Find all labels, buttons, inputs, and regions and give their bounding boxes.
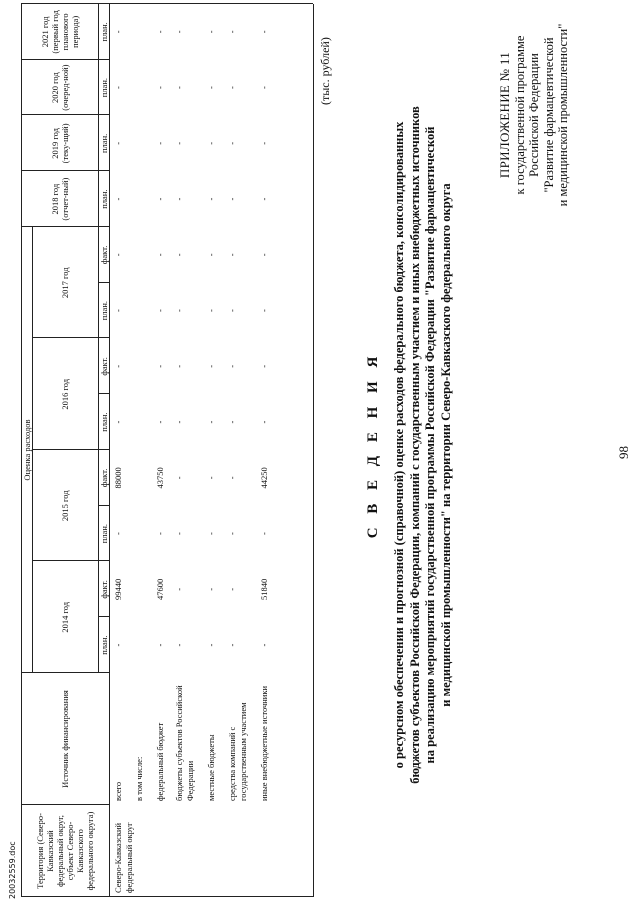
header-year: 2018 год (отчет-ный) [49,177,70,221]
source-cell: местные бюджеты [206,734,216,801]
value-cell: - [227,532,237,536]
value-cell: - [206,532,216,536]
value-cell: - [227,253,237,257]
value-cell: - [227,30,237,34]
value-cell: - [227,309,237,313]
value-cell: - [259,197,269,201]
header-year: 2014 год [60,601,70,633]
value-cell: - [174,30,184,34]
value-cell: - [155,309,165,313]
header-plan: план. [98,22,109,42]
value-cell: - [174,476,184,480]
header-plan: план. [98,189,109,209]
value-cell: - [206,141,216,145]
source-cell: федеральный бюджет [155,722,165,801]
value-cell: - [206,587,216,591]
value-cell: - [259,141,269,145]
table-rule [109,4,110,897]
header-year: 2017 год [60,267,70,299]
value-cell: - [259,253,269,257]
header-fact: факт. [98,245,109,265]
value-cell: - [155,86,165,90]
header-year: 2016 год [60,378,70,410]
value-cell: 43750 [155,467,165,489]
value-cell: - [113,253,123,257]
value-cell: - [174,532,184,536]
value-cell: - [259,532,269,536]
value-cell: - [174,197,184,201]
header-estimate: Оценка расходов [21,419,32,481]
document-heading [365,65,454,825]
value-cell: - [174,141,184,145]
appendix-line: и медицинской промышленности" [556,23,570,207]
value-cell: 47600 [155,578,165,600]
appendix-line: "Развитие фармацевтической [541,37,556,193]
header-plan: план. [98,133,109,153]
document-code: 20032559.doc [8,841,17,899]
value-cell: - [155,364,165,368]
value-cell: - [174,587,184,591]
header-year: 2019 год (теку-щий) [49,123,70,164]
value-cell: - [155,532,165,536]
header-plan: план. [98,524,109,544]
source-cell: всего [113,781,123,801]
heading-line: бюджетов субъектов Российской Федерации, компаний с государственным участием и иных внебюджетных источников [407,106,422,784]
value-cell: - [155,30,165,34]
value-cell: - [259,309,269,313]
value-cell: - [155,253,165,257]
appendix-line: Российской Федерации [527,53,541,177]
value-cell: - [174,86,184,90]
value-cell: - [113,197,123,201]
value-cell: 51840 [259,578,269,600]
value-cell: 99440 [113,578,123,600]
value-cell: - [227,141,237,145]
header-fact: факт. [98,357,109,376]
value-cell: - [113,364,123,368]
appendix-title: ПРИЛОЖЕНИЕ № 11 [497,51,512,179]
value-cell: - [113,420,123,424]
value-cell: - [113,141,123,145]
value-cell: - [113,309,123,313]
value-cell: - [259,420,269,424]
header-plan: план. [98,635,109,655]
source-cell: в том числе: [134,756,144,801]
value-cell: - [206,364,216,368]
value-cell: - [206,30,216,34]
value-cell: - [113,30,123,34]
source-cell: иные внебюджетные источники [259,685,269,801]
value-cell: - [174,643,184,647]
value-cell: - [206,420,216,424]
value-cell: - [206,197,216,201]
value-cell: - [227,587,237,591]
value-cell: - [113,532,123,536]
value-cell: 88000 [113,467,123,489]
value-cell: - [206,476,216,480]
table-rule [313,4,314,897]
page-number: 98 [616,446,631,459]
value-cell: - [113,643,123,647]
source-cell: бюджеты субъектов Российской Федерации [174,685,195,801]
budget-table [21,4,313,897]
heading-line: и медицинской промышленности" на территории Северо-Кавказского федерального округа [438,183,453,707]
header-plan: план. [98,78,109,98]
appendix-block [498,5,571,225]
value-cell: - [174,364,184,368]
heading-line: о ресурсном обеспечении и прогнозной (справочной) оценке расходов федерального бюджета, консолидированных [392,121,406,769]
source-cell: средства компаний с государственным участием [227,702,248,801]
header-year: 2015 год [60,490,70,522]
header-plan: план. [98,301,109,321]
value-cell: - [155,141,165,145]
header-year: 2020 год (очеред-ной) [49,64,70,111]
heading-line: на реализацию мероприятий государственной программы Российской Федерации "Развитие фармацевтической [423,126,437,764]
value-cell: - [206,643,216,647]
header-source: Источник финансирования [60,690,70,788]
value-cell: - [259,86,269,90]
territory-cell: Северо-Кавказский федеральный округ [113,822,134,893]
header-fact: факт. [98,580,109,599]
header-year: 2021 год (первый год планового периода) [39,10,80,54]
units-label: (тыс. рублей) [318,37,332,105]
value-cell: - [155,420,165,424]
value-cell: - [155,197,165,201]
heading-title: С В Е Д Е Н И Я [365,351,381,539]
value-cell: - [206,309,216,313]
value-cell: - [259,364,269,368]
appendix-line: к государственной программе [512,35,527,195]
value-cell: - [259,643,269,647]
value-cell: - [174,309,184,313]
value-cell: - [227,197,237,201]
value-cell: - [259,30,269,34]
value-cell: - [227,420,237,424]
header-plan: план. [98,412,109,432]
value-cell: - [155,643,165,647]
value-cell: - [227,476,237,480]
header-territory: Территория (Северо-Кавказский федеральный округ, субъект Северо-Кавказского федерального округа) [35,811,95,891]
value-cell: - [174,253,184,257]
header-fact: факт. [98,468,109,488]
value-cell: - [227,364,237,368]
value-cell: - [206,253,216,257]
value-cell: 44250 [259,467,269,489]
value-cell: - [227,86,237,90]
value-cell: - [206,86,216,90]
value-cell: - [174,420,184,424]
value-cell: - [227,643,237,647]
value-cell: - [113,86,123,90]
